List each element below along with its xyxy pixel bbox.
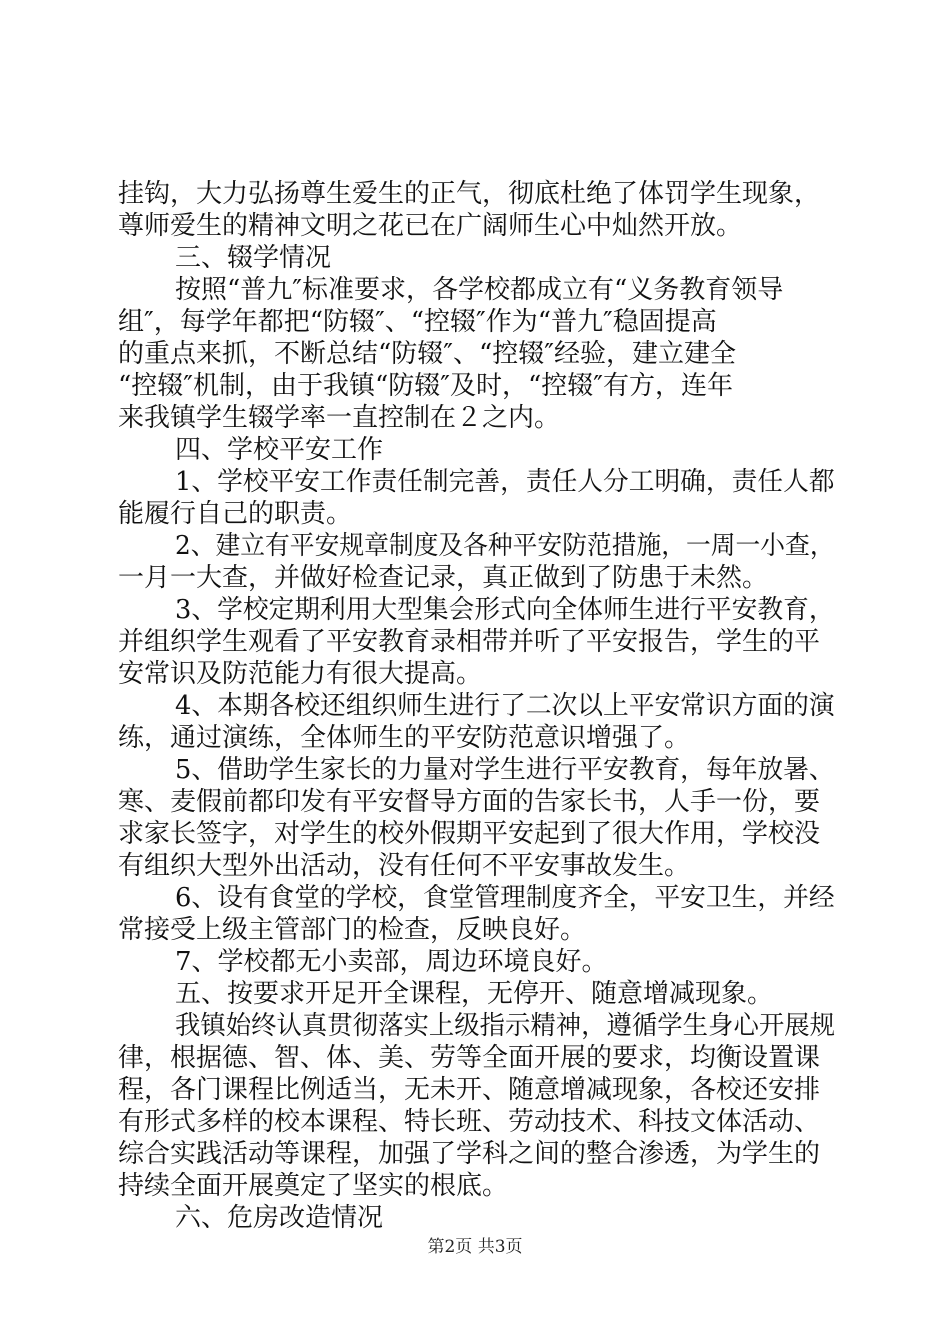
text-line: 6、设有食堂的学校，食堂管理制度齐全，平安卫生，并经 <box>175 883 835 913</box>
text-line: 来我镇学生辍学率一直控制在２之内。 <box>118 403 561 433</box>
text-line: 程，各门课程比例适当，无未开、随意增减现象，各校还安排 <box>118 1075 821 1105</box>
text-line: 1、学校平安工作责任制完善，责任人分工明确，责任人都 <box>175 467 835 497</box>
section-heading: 三、辍学情况 <box>175 243 332 273</box>
text-line: 求家长签字，对学生的校外假期平安起到了很大作用，学校没 <box>118 819 821 849</box>
text-line: 律，根据德、智、体、美、劳等全面开展的要求，均衡设置课 <box>118 1043 821 1073</box>
text-line: 综合实践活动等课程，加强了学科之间的整合渗透，为学生的 <box>118 1139 821 1169</box>
text-line: 安常识及防范能力有很大提高。 <box>118 659 483 689</box>
text-line: 尊师爱生的精神文明之花已在广阔师生心中灿然开放。 <box>118 211 743 241</box>
text-line: 7、学校都无小卖部，周边环境良好。 <box>175 947 608 977</box>
text-line: 挂钩，大力弘扬尊生爱生的正气，彻底杜绝了体罚学生现象， <box>118 179 821 209</box>
text-line: 按照“普九″标准要求，各学校都成立有“义务教育领导 <box>175 275 784 305</box>
text-line: 有组织大型外出活动，没有任何不平安事故发生。 <box>118 851 691 881</box>
text-line: 常接受上级主管部门的检查，反映良好。 <box>118 915 587 945</box>
text-line: 持续全面开展奠定了坚实的根底。 <box>118 1171 509 1201</box>
text-line: 能履行自己的职责。 <box>118 499 353 529</box>
section-heading: 六、危房改造情况 <box>175 1203 384 1233</box>
text-line: 3、学校定期利用大型集会形式向全体师生进行平安教育， <box>175 595 835 625</box>
text-line: 寒、麦假前都印发有平安督导方面的告家长书，人手一份，要 <box>118 787 821 817</box>
text-line: 5、借助学生家长的力量对学生进行平安教育，每年放暑、 <box>175 755 835 785</box>
text-line: 练，通过演练，全体师生的平安防范意识增强了。 <box>118 723 691 753</box>
text-line: 有形式多样的校本课程、特长班、劳动技术、科技文体活动、 <box>118 1107 821 1137</box>
section-heading: 五、按要求开足开全课程，无停开、随意增减现象。 <box>175 979 774 1009</box>
section-heading: 四、学校平安工作 <box>175 435 384 465</box>
text-line: 4、本期各校还组织师生进行了二次以上平安常识方面的演 <box>175 691 835 721</box>
text-line: 我镇始终认真贯彻落实上级指示精神，遵循学生身心开展规 <box>175 1011 835 1041</box>
text-line: 2、建立有平安规章制度及各种平安防范措施，一周一小查， <box>175 531 835 561</box>
text-line: 的重点来抓，不断总结“防辍″、“控辍″经验，建立建全 <box>118 339 737 369</box>
text-line: “控辍″机制，由于我镇“防辍″及时，“控辍″有方，连年 <box>118 371 734 401</box>
page-footer: 第2页 共3页 <box>427 1237 523 1257</box>
text-line: 一月一大查，并做好检查记录，真正做到了防患于未然。 <box>118 563 769 593</box>
text-line: 并组织学生观看了平安教育录相带并听了平安报告，学生的平 <box>118 627 821 657</box>
text-line: 组″，每学年都把“防辍″、“控辍″作为“普九″稳固提高 <box>118 307 717 337</box>
